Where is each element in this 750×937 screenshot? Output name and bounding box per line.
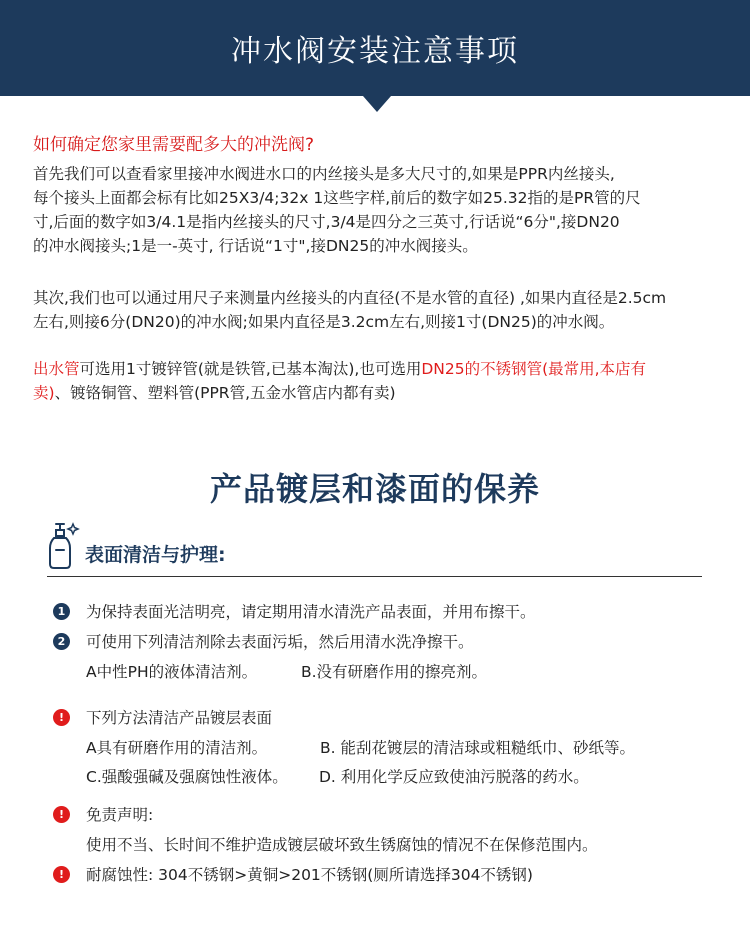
care-item-2: 可使用下列清洁剂除去表面污垢，然后用清水洗净擦干。: [86, 633, 474, 651]
paragraph-1: [33, 162, 733, 258]
recommended-pipe-end: 卖): [33, 384, 55, 402]
question-title: 如何确定您家里需要配多大的冲洗阀?: [33, 135, 315, 155]
number-badge-2: 2: [53, 633, 70, 650]
care-item-3b: B. 能刮花镀层的清洁球或粗糙纸巾、砂纸等。: [320, 739, 635, 757]
care-item-1: 为保持表面光洁明亮，请定期用清水清洗产品表面，并用布擦干。: [86, 603, 536, 621]
subsection-title: 表面清洁与护理:: [85, 544, 226, 566]
spray-bottle-icon: [46, 520, 80, 570]
outlet-pipe-label: 出水管: [33, 360, 80, 378]
paragraph-2: [33, 286, 733, 334]
banner-title: 冲水阀安装注意事项: [231, 34, 519, 69]
paragraph-3-text: 、镀铬铜管、塑料管(PPR管,五金水管店内都有卖): [54, 384, 396, 402]
section-title: 产品镀层和漆面的保养: [209, 470, 540, 508]
banner-notch: [363, 96, 391, 112]
paragraph-2-line: 左右,则接6分(DN20)的冲水阀;如果内直径是3.2cm左右,则接1寸(DN25)的冲水阀。: [33, 313, 615, 331]
paragraph-1-line: 寸,后面的数字如3/4.1是指内丝接头的尺寸,3/4是四分之三英寸,行话说“6分",接DN20: [33, 213, 620, 231]
care-item-3c: C.强酸强碱及强腐蚀性液体。: [86, 768, 288, 786]
care-item-2b: B.没有研磨作用的擦亮剂。: [301, 663, 488, 681]
paragraph-1-line: 的冲水阀接头;1是一-英寸, 行话说“1寸",接DN25的冲水阀接头。: [33, 237, 478, 255]
header-banner: [0, 0, 750, 96]
number-badge-1: 1: [53, 603, 70, 620]
paragraph-3-text: 可选用1寸镀锌管(就是铁管,已基本淘汰),也可选用: [79, 360, 422, 378]
care-item-3d: D. 利用化学反应致使油污脱落的药水。: [319, 768, 589, 786]
recommended-pipe: DN25的不锈钢管(最常用,本店有: [421, 360, 647, 378]
care-item-2a: A中性PH的液体清洁剂。: [86, 663, 258, 681]
divider: [47, 576, 702, 577]
disclaimer-text: 使用不当、长时间不维护造成镀层破坏致生锈腐蚀的情况不在保修范围内。: [86, 836, 598, 854]
paragraph-3: [33, 357, 733, 405]
warning-icon: !: [53, 709, 70, 726]
warning-icon: !: [53, 866, 70, 883]
disclaimer-title: 免责声明:: [86, 806, 154, 824]
warning-icon: !: [53, 806, 70, 823]
paragraph-3-line-1: [33, 357, 733, 381]
care-item-3a: A具有研磨作用的清洁剂。: [86, 739, 268, 757]
paragraph-2-line: 其次,我们也可以通过用尺子来测量内丝接头的内直径(不是水管的直径) ,如果内直径是2.5cm: [33, 289, 667, 307]
paragraph-1-line: 每个接头上面都会标有比如25X3/4;32x 1这些字样,前后的数字如25.32指的是PR管的尺: [33, 189, 641, 207]
paragraph-1-line: 首先我们可以查看家里接冲水阀进水口的内丝接头是多大尺寸的,如果是PPR内丝接头,: [33, 165, 615, 183]
paragraph-3-line-2: [33, 381, 733, 405]
corrosion-resistance: 耐腐蚀性: 304不锈钢>黄铜>201不锈钢(厕所请选择304不锈钢): [86, 866, 533, 884]
care-item-3: 下列方法清洁产品镀层表面: [86, 709, 273, 727]
